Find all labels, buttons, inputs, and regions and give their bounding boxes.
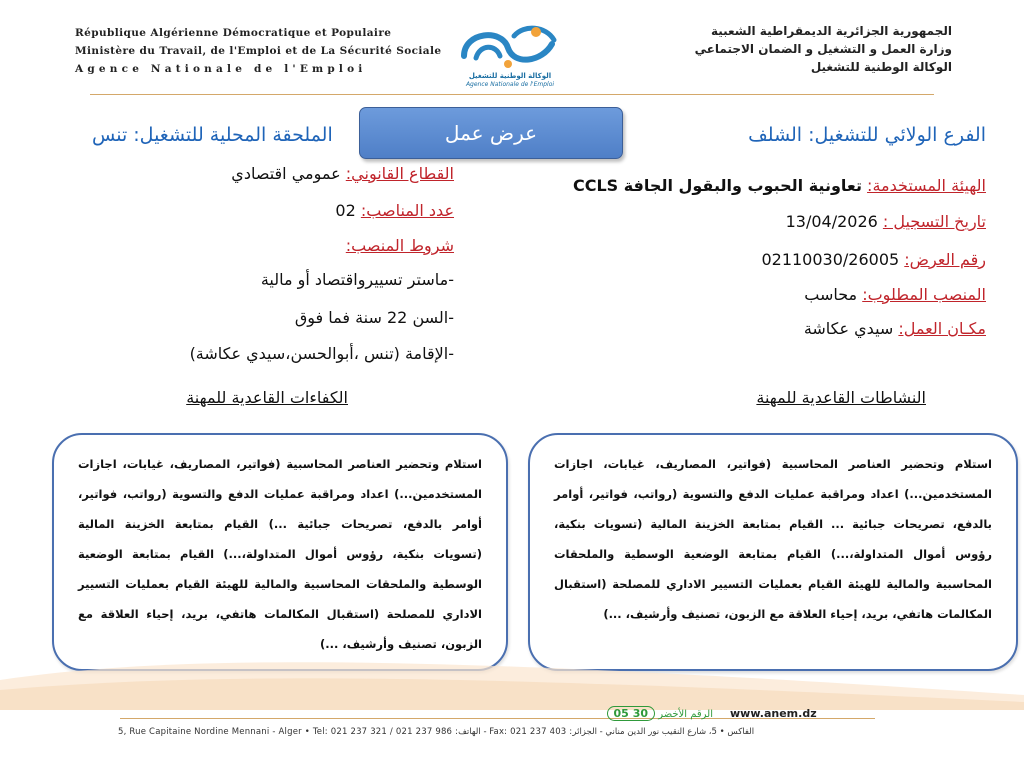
- info-value: عمومي اقتصادي: [231, 164, 341, 183]
- green-number-label: الرقم الأخضر: [658, 709, 713, 720]
- footer-swoosh: [0, 640, 1024, 710]
- info-employer: [573, 176, 986, 195]
- info-value: سيدي عكاشة: [803, 319, 894, 338]
- condition-item: -ماستر تسييرواقتصاد أو مالية: [260, 270, 454, 289]
- info-position: [804, 285, 986, 304]
- info-conditions-label: [346, 236, 454, 255]
- info-value: تعاونية الحبوب والبقول الجافة CCLS: [572, 176, 862, 195]
- logo-caption-ar: الوكالة الوطنية للتشغيل: [468, 72, 552, 80]
- header-ar-line-1: الجمهورية الجزائرية الديمقراطية الشعبية: [710, 24, 952, 38]
- activities-box: [528, 433, 1018, 671]
- website-link[interactable]: www.anem.dz: [730, 707, 817, 720]
- info-offer-number: [761, 250, 986, 269]
- header-french: [75, 24, 441, 78]
- green-number-value: 30 05: [607, 706, 655, 721]
- info-label: تاريخ التسجيل :: [882, 212, 986, 231]
- competencies-box: [52, 433, 508, 671]
- info-label: عدد المناصب:: [360, 201, 454, 220]
- footer-address: 5, Rue Capitaine Nordine Mennani - Alger • Tel: 021 237 321 / 021 237 986 :الهاتف - Fax: 021 237 403 :الفاكس • 5، شارع النقيب نور الدين مناني - الجزائر: [118, 727, 755, 737]
- competencies-heading: الكفاءات القاعدية للمهنة: [186, 388, 348, 407]
- job-offer-title-box: [359, 107, 623, 159]
- condition-item: -الإقامة (تنس ،أبوالحسن،سيدي عكاشة): [189, 344, 454, 363]
- condition-item: -السن 22 سنة فما فوق: [294, 308, 454, 327]
- header-fr-line-3: Agence Nationale de l'Emploi: [75, 63, 367, 75]
- logo-caption-fr: Agence Nationale de l'Emploi: [465, 81, 555, 88]
- info-label: شروط المنصب:: [345, 236, 454, 255]
- activities-text: استلام وتحضير العناصر المحاسبية (فواتير، المصاريف، غيابات، اجازات المستخدمين...) اعداد ومراقبة عمليات الدفع والتسوية (رواتب، فواتير، أوامر بالدفع، تصريحات جبائية ... القيام بمتابعة الخزينة المالية (تسويات بنكية، رؤوس أموال المتداولة،...) القيام بمتابعة الوضعية الوسطية والملحقات المحاسبية والمالية للهيئة القيام بعمليات التسيير الاداري للمصلحة (استقبال المكالمات هاتفي، بريد، إحياء العلاقة مع الزبون، تصنيف وأرشيف، ...): [554, 457, 992, 621]
- info-legal-sector: [231, 164, 454, 183]
- info-label: الهيئة المستخدمة:: [867, 176, 986, 195]
- header-ar-line-3: الوكالة الوطنية للتشغيل: [810, 60, 952, 74]
- info-value: 02: [335, 201, 356, 220]
- info-value: 02110030/26005: [761, 250, 900, 269]
- info-value: محاسب: [804, 285, 858, 304]
- green-number: [553, 706, 713, 723]
- info-registration-date: [786, 212, 986, 231]
- info-label: المنصب المطلوب:: [862, 285, 986, 304]
- header-fr-line-1: République Algérienne Démocratique et Populaire: [75, 27, 392, 39]
- wilaya-branch-heading: الفرع الولائي للتشغيل: الشلف: [748, 124, 986, 146]
- competencies-text: استلام وتحضير العناصر المحاسبية (فواتير، المصاريف، غيابات، اجازات المستخدمين...) اعداد ومراقبة عمليات الدفع والتسوية (رواتب، فواتير، أوامر بالدفع، تصريحات جبائية ...) القيام بمتابعة الخزينة المالية (تسويات بنكية، رؤوس أموال المتداولة،...) القيام بمتابعة الوضعية الوسطية والملحقات المحاسبية والمالية للهيئة القيام بعمليات التسيير الاداري للمصلحة (استقبال المكالمات هاتفي، بريد، إحياء العلاقة مع الزبون، تصنيف وأرشيف، ...): [78, 457, 482, 651]
- info-work-place: [804, 319, 986, 338]
- info-label: القطاع القانوني:: [345, 164, 454, 183]
- info-label: رقم العرض:: [904, 250, 986, 269]
- header-arabic: [695, 22, 952, 76]
- info-label: مكـان العمل:: [898, 319, 986, 338]
- header-divider: [90, 94, 934, 95]
- header-fr-line-2: Ministère du Travail, de l'Emploi et de La Sécurité Sociale: [75, 45, 442, 57]
- info-value: 13/04/2026: [785, 212, 878, 231]
- header-ar-line-2: وزارة العمل و التشغيل و الضمان الاجتماعي: [694, 42, 952, 56]
- info-positions-count: [335, 201, 454, 220]
- local-annex-heading: الملحقة المحلية للتشغيل: تنس: [92, 124, 333, 146]
- activities-heading: النشاطات القاعدية للمهنة: [756, 388, 926, 407]
- job-offer-title: عرض عمل: [444, 121, 538, 145]
